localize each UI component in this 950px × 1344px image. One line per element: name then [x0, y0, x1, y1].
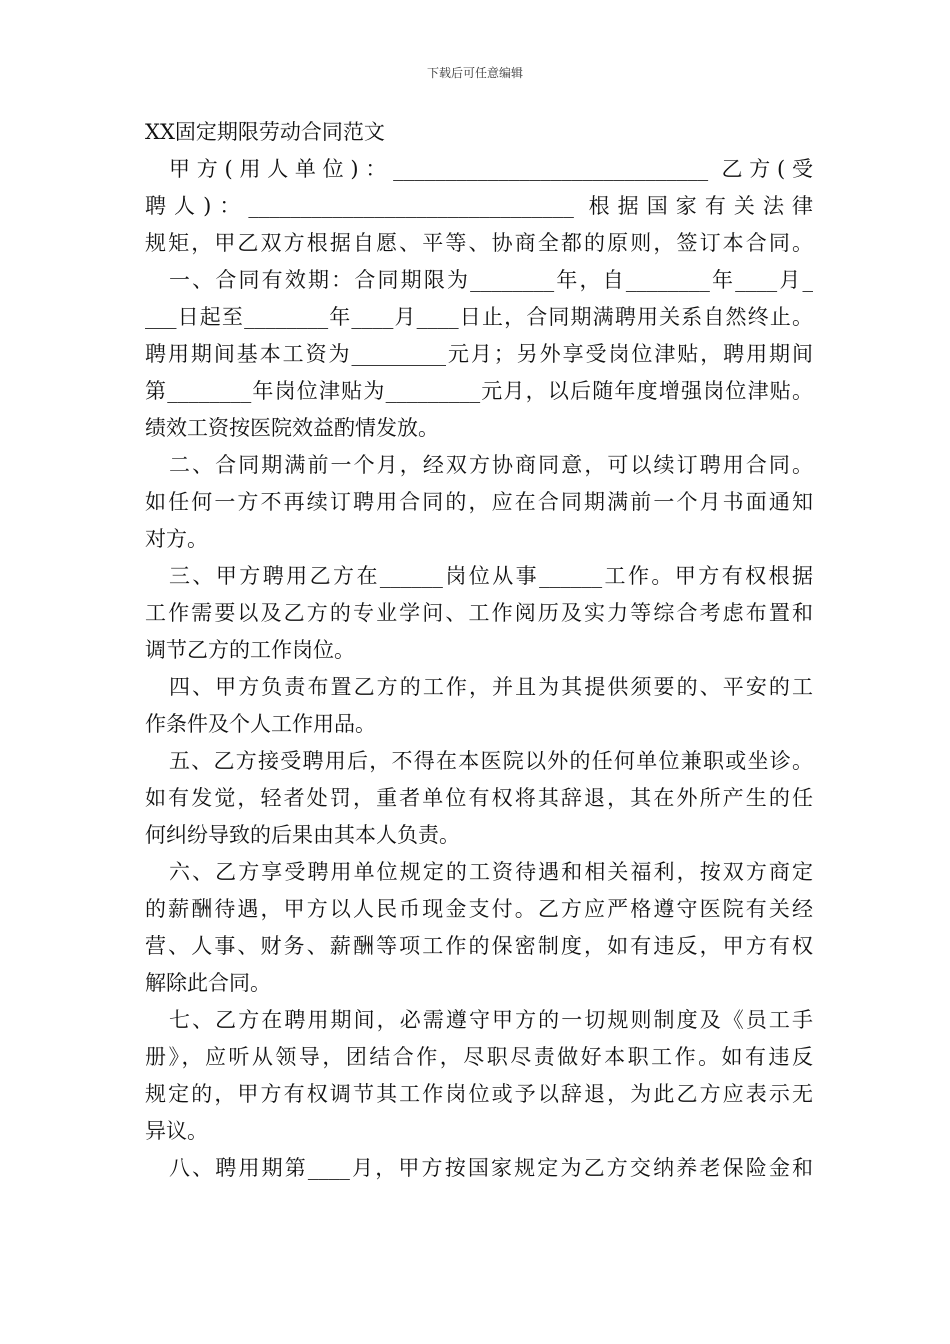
text-line: 的薪酬待遇，甲方以人民币现金支付。乙方应严格遵守医院有关经: [145, 897, 813, 921]
text-line: 甲方(用人单位)：______________________________ 乙方(受: [169, 157, 813, 181]
text-line: 六、乙方享受聘用单位规定的工资待遇和相关福利，按双方商定: [169, 860, 813, 884]
text-line: 二、合同期满前一个月，经双方协商同意，可以续订聘用合同。: [169, 453, 813, 477]
text-line: 何纠纷导致的后果由其本人负责。: [145, 823, 460, 847]
text-line: 作条件及个人工作用品。: [145, 712, 376, 736]
text-line: 聘人)：_______________________________ 根据国家有关法律: [145, 194, 813, 218]
text-line: 解除此合同。: [145, 971, 271, 995]
document-body: [145, 114, 813, 1187]
text-line: 规矩，甲乙双方根据自愿、平等、协商全都的原则，签订本合同。: [145, 231, 813, 255]
text-line: 册》，应听从领导，团结合作，尽职尽责做好本职工作。如有违反: [145, 1045, 813, 1069]
text-line: 营、人事、财务、薪酬等项工作的保密制度，如有违反，甲方有权: [145, 934, 813, 958]
text-line: 四、甲方负责布置乙方的工作，并且为其提供须要的、平安的工: [169, 675, 813, 699]
text-line: 三、甲方聘用乙方在______岗位从事______工作。甲方有权根据: [169, 564, 813, 588]
text-line: 一、合同有效期：合同期限为________年，自________年____月_: [169, 268, 813, 292]
text-line: 第________年岗位津贴为_________元月，以后随年度增强岗位津贴。: [145, 379, 813, 403]
text-line: 异议。: [145, 1119, 208, 1143]
text-line: ___日起至________年____月____日止，合同期满聘用关系自然终止。: [145, 305, 813, 329]
text-line: 工作需要以及乙方的专业学问、工作阅历及实力等综合考虑布置和: [145, 601, 813, 625]
text-line: 聘用期间基本工资为_________元月；另外享受岗位津贴，聘用期间: [145, 342, 813, 366]
text-line: 五、乙方接受聘用后，不得在本医院以外的任何单位兼职或坐诊。: [169, 749, 813, 773]
text-line: 八、聘用期第____月，甲方按国家规定为乙方交纳养老保险金和: [169, 1156, 813, 1180]
page-header: 下载后可任意编辑: [426, 66, 523, 80]
text-line: 七、乙方在聘用期间，必需遵守甲方的一切规则制度及《员工手: [169, 1008, 813, 1032]
text-line: 绩效工资按医院效益酌情发放。: [145, 416, 439, 440]
text-line: 调节乙方的工作岗位。: [145, 638, 355, 662]
document-title: XX固定期限劳动合同范文: [145, 120, 385, 144]
text-line: 如任何一方不再续订聘用合同的，应在合同期满前一个月书面通知: [145, 490, 813, 514]
text-line: 规定的，甲方有权调节其工作岗位或予以辞退，为此乙方应表示无: [145, 1082, 813, 1106]
text-line: 对方。: [145, 527, 208, 551]
text-line: 如有发觉，轻者处罚，重者单位有权将其辞退，其在外所产生的任: [145, 786, 813, 810]
